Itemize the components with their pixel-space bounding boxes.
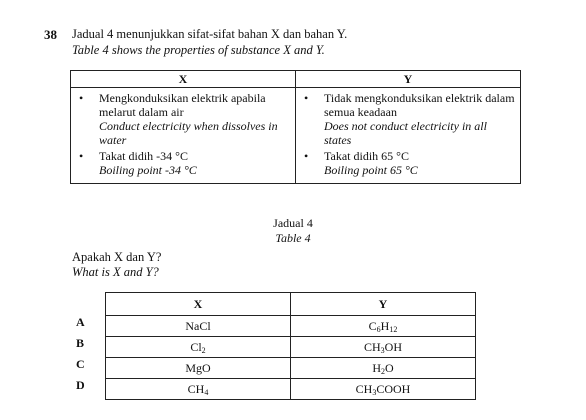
option-label-b[interactable]: B xyxy=(76,336,85,350)
bullet-icon: • xyxy=(304,91,309,105)
table-caption-ms: Jadual 4 xyxy=(273,216,313,230)
ask-en: What is X and Y? xyxy=(72,265,159,279)
bullet-icon: • xyxy=(79,91,84,105)
question-stem xyxy=(72,26,347,58)
option-d-y: $CH_3COOH$ xyxy=(291,379,476,400)
options-header-x: X xyxy=(106,293,291,316)
question-ask xyxy=(72,250,161,280)
x-property-2 xyxy=(75,149,291,177)
option-label-a[interactable]: A xyxy=(76,315,85,329)
option-label-d[interactable]: D xyxy=(76,378,85,392)
x-property-1-en: Conduct electricity when dissolves in water xyxy=(99,119,278,147)
option-c-y: $H_2O$ xyxy=(291,358,476,379)
x-property-1 xyxy=(75,91,291,147)
option-d-x: $CH_4$ xyxy=(106,379,291,400)
x-properties-cell xyxy=(71,88,296,184)
y-property-1-en: Does not conduct electricity in all states xyxy=(324,119,487,147)
option-row-a[interactable] xyxy=(106,316,476,337)
option-row-c[interactable] xyxy=(106,358,476,379)
bullet-icon: • xyxy=(304,149,309,163)
bullet-icon: • xyxy=(79,149,84,163)
table-caption-en: Table 4 xyxy=(275,231,311,245)
option-row-b[interactable] xyxy=(106,337,476,358)
ask-ms: Apakah X dan Y? xyxy=(72,250,162,264)
option-a-y: $C_6H_{12}$ xyxy=(291,316,476,337)
question-number: 38 xyxy=(44,27,57,42)
option-row-d[interactable] xyxy=(106,379,476,400)
y-properties-cell xyxy=(296,88,521,184)
options-table xyxy=(105,292,476,400)
x-property-1-ms: Mengkonduksikan elektrik apabila melarut dalam air xyxy=(99,91,266,119)
properties-table xyxy=(70,70,521,184)
x-property-2-en: Boiling point -34 °C xyxy=(99,163,197,177)
y-property-2-en: Boiling point 65 °C xyxy=(324,163,418,177)
option-label-c[interactable]: C xyxy=(76,357,85,371)
question-text-en: Table 4 shows the properties of substance X and Y. xyxy=(72,43,325,57)
option-b-y: $CH_3OH$ xyxy=(291,337,476,358)
header-x: X xyxy=(71,71,296,88)
y-property-1-ms: Tidak mengkonduksikan elektrik dalam semua keadaan xyxy=(324,91,515,119)
y-property-1 xyxy=(300,91,516,147)
options-header-y: Y xyxy=(291,293,476,316)
x-property-2-ms: Takat didih -34 °C xyxy=(99,149,188,163)
question-text-ms: Jadual 4 menunjukkan sifat-sifat bahan X dan bahan Y. xyxy=(72,27,348,41)
option-a-x: NaCl xyxy=(106,316,291,337)
y-property-2-ms: Takat didih 65 °C xyxy=(324,149,409,163)
option-b-x: $Cl_2$ xyxy=(106,337,291,358)
header-y: Y xyxy=(296,71,521,88)
y-property-2 xyxy=(300,149,516,177)
option-c-x: MgO xyxy=(106,358,291,379)
